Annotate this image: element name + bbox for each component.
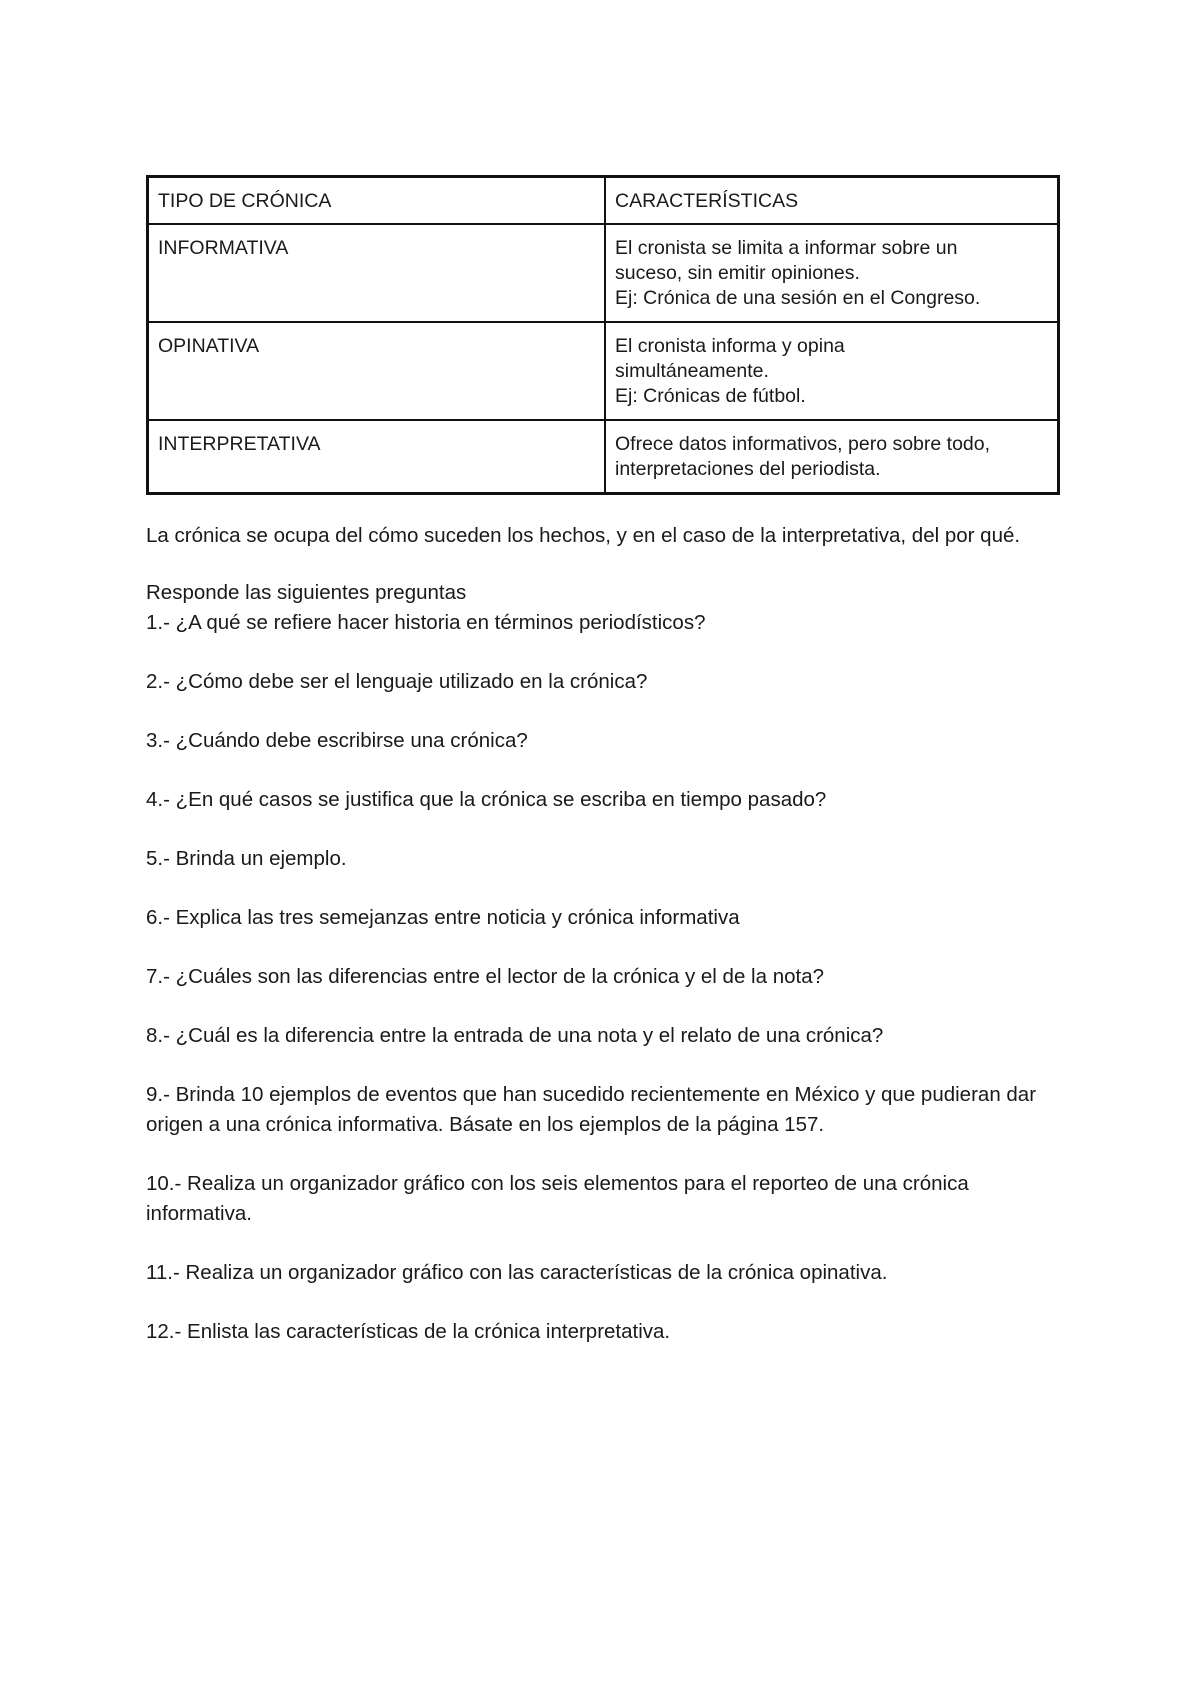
cell-text-line: Ofrece datos informativos, pero sobre todo, [615, 433, 991, 455]
table-row [148, 322, 1059, 420]
document-content [146, 175, 1060, 1347]
cronica-types-table [146, 175, 1060, 495]
table-row [148, 224, 1059, 322]
cell-text-line: Ej: Crónica de una sesión en el Congreso. [615, 287, 981, 309]
cell-text-line: El cronista se limita a informar sobre un [615, 237, 958, 259]
intro-paragraph: La crónica se ocupa del cómo suceden los hechos, y en el caso de la interpretativa, del por qué. [146, 524, 1021, 547]
question-item: 5.- Brinda un ejemplo. [146, 847, 347, 870]
cell-text-line: suceso, sin emitir opiniones. [615, 262, 860, 284]
question-item: 2.- ¿Cómo debe ser el lenguaje utilizado en la crónica? [146, 670, 648, 693]
cell-text-line: El cronista informa y opina [615, 335, 845, 357]
question-item: 6.- Explica las tres semejanzas entre noticia y crónica informativa [146, 906, 740, 929]
question-item: 12.- Enlista las características de la crónica interpretativa. [146, 1320, 671, 1343]
table-header-row [148, 177, 1059, 225]
question-item: 9.- Brinda 10 ejemplos de eventos que han sucedido recientemente en México y que pudieran dar origen a una crónica informativa. Básate en los ejemplos de la página 157. [146, 1083, 1037, 1136]
caracteristicas-cell [605, 224, 1059, 322]
questions-list [146, 608, 1060, 1347]
question-item: 11.- Realiza un organizador gráfico con las características de la crónica opinativa. [146, 1261, 888, 1284]
question-item: 3.- ¿Cuándo debe escribirse una crónica? [146, 729, 528, 752]
tipo-cell: INTERPRETATIVA [148, 420, 606, 494]
tipo-cell: OPINATIVA [148, 322, 606, 420]
question-item: 10.- Realiza un organizador gráfico con los seis elementos para el reporteo de una crónica informativa. [146, 1172, 969, 1225]
tipo-cell: INFORMATIVA [148, 224, 606, 322]
question-item: 7.- ¿Cuáles son las diferencias entre el lector de la crónica y el de la nota? [146, 965, 825, 988]
questions-prompt: Responde las siguientes preguntas [146, 581, 467, 604]
question-item: 1.- ¿A qué se refiere hacer historia en términos periodísticos? [146, 611, 706, 634]
header-tipo-cell: TIPO DE CRÓNICA [148, 177, 606, 225]
cell-text-line: interpretaciones del periodista. [615, 458, 881, 480]
question-item: 8.- ¿Cuál es la diferencia entre la entrada de una nota y el relato de una crónica? [146, 1024, 884, 1047]
cell-text-line: Ej: Crónicas de fútbol. [615, 385, 806, 407]
header-caracteristicas-cell: CARACTERÍSTICAS [605, 177, 1059, 225]
cell-text-line: simultáneamente. [615, 360, 769, 382]
caracteristicas-cell [605, 322, 1059, 420]
question-item: 4.- ¿En qué casos se justifica que la crónica se escriba en tiempo pasado? [146, 788, 827, 811]
table-row [148, 420, 1059, 494]
caracteristicas-cell [605, 420, 1059, 494]
